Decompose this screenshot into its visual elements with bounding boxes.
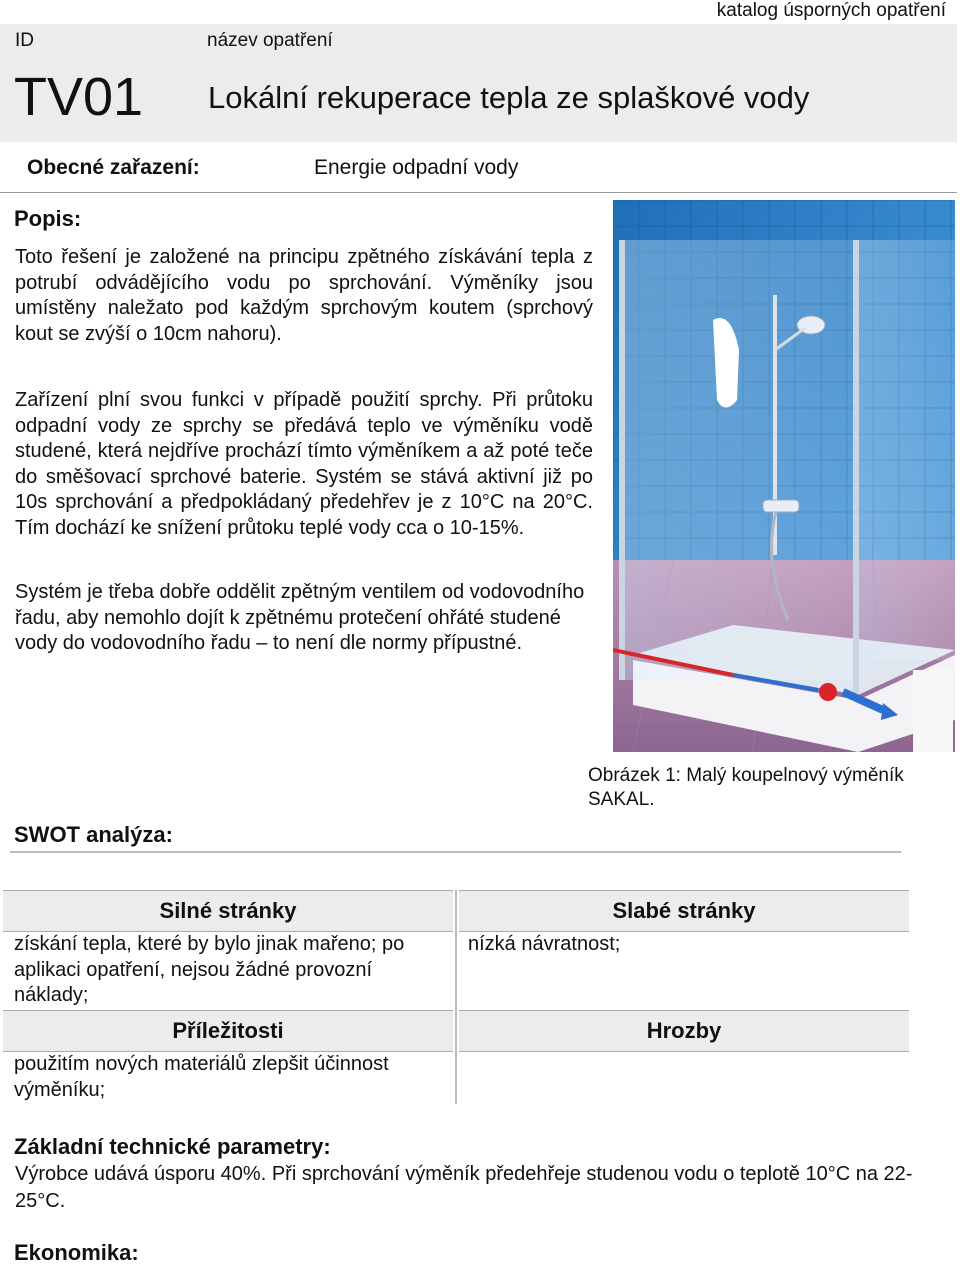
description-paragraph-2: Zařízení plní svou funkci v případě použití sprchy. Při průtoku odpadní vody ze sprchy se předává teplo ve výměníku vodě studené, která nejdříve prochází tímto výměníkem a až poté teče do směšovací sprchové baterie. Systém se stává aktivní již po 10s sprchování a předpokládaný předehřev je z 10°C na 20°C. Tím dochází ke snížení průtoku teplé vody cca o 10-15%.: [15, 389, 593, 539]
strengths-header: Silné stránky: [3, 890, 453, 932]
opportunities-text: použitím nových materiálů zlepšit účinnost výměníku;: [14, 1053, 389, 1101]
name-label: název opatření: [207, 30, 333, 51]
id-label: ID: [15, 30, 34, 51]
figure-caption: Obrázek 1: Malý koupelnový výměník SAKAL.: [588, 765, 904, 810]
catalog-title: katalog úsporných opatření: [716, 0, 946, 21]
measure-id: TV01: [14, 67, 144, 127]
weaknesses-text: nízká návratnost;: [468, 933, 621, 955]
strengths-text: získání tepla, které by bylo jinak mařeno; po aplikaci opatření, nejsou žádné provozní náklady;: [14, 933, 405, 1006]
economics-heading: Ekonomika:: [14, 1240, 139, 1265]
measure-name: Lokální rekuperace tepla ze splaškové vody: [208, 80, 810, 115]
technical-text: Výrobce udává úsporu 40%. Při sprchování výměník předehřeje studenou vodu o teplotě 10°C na 22-25°C.: [15, 1163, 913, 1212]
description-paragraph-3: Systém je třeba dobře oddělit zpětným ventilem od vodovodního řadu, aby nemohlo dojít k zpětnému protečení ohřáté studené vody do vodovodního řadu – to není dle normy přípustné.: [15, 581, 585, 654]
opportunities-header: Příležitosti: [3, 1010, 453, 1052]
threats-header: Hrozby: [459, 1010, 909, 1052]
shower-heat-exchanger-photo: [613, 200, 955, 752]
swot-heading: SWOT analýza:: [14, 822, 173, 847]
swot-column-divider: [455, 890, 457, 1104]
swot-table: [3, 890, 909, 1104]
classification-label: Obecné zařazení:: [27, 156, 200, 179]
technical-heading: Základní technické parametry:: [14, 1134, 331, 1159]
classification-value: Energie odpadní vody: [314, 156, 519, 179]
swot-divider: [10, 851, 901, 853]
description-paragraph-1: Toto řešení je založené na principu zpětného získávání tepla z potrubí odvádějícího vodu po sprchování. Výměníky jsou umístěny naležato pod každým sprchovým koutem (sprchový kout se zvýší o 10cm nahoru).: [15, 246, 593, 345]
description-heading: Popis:: [14, 206, 82, 231]
weaknesses-header: Slabé stránky: [459, 890, 909, 932]
